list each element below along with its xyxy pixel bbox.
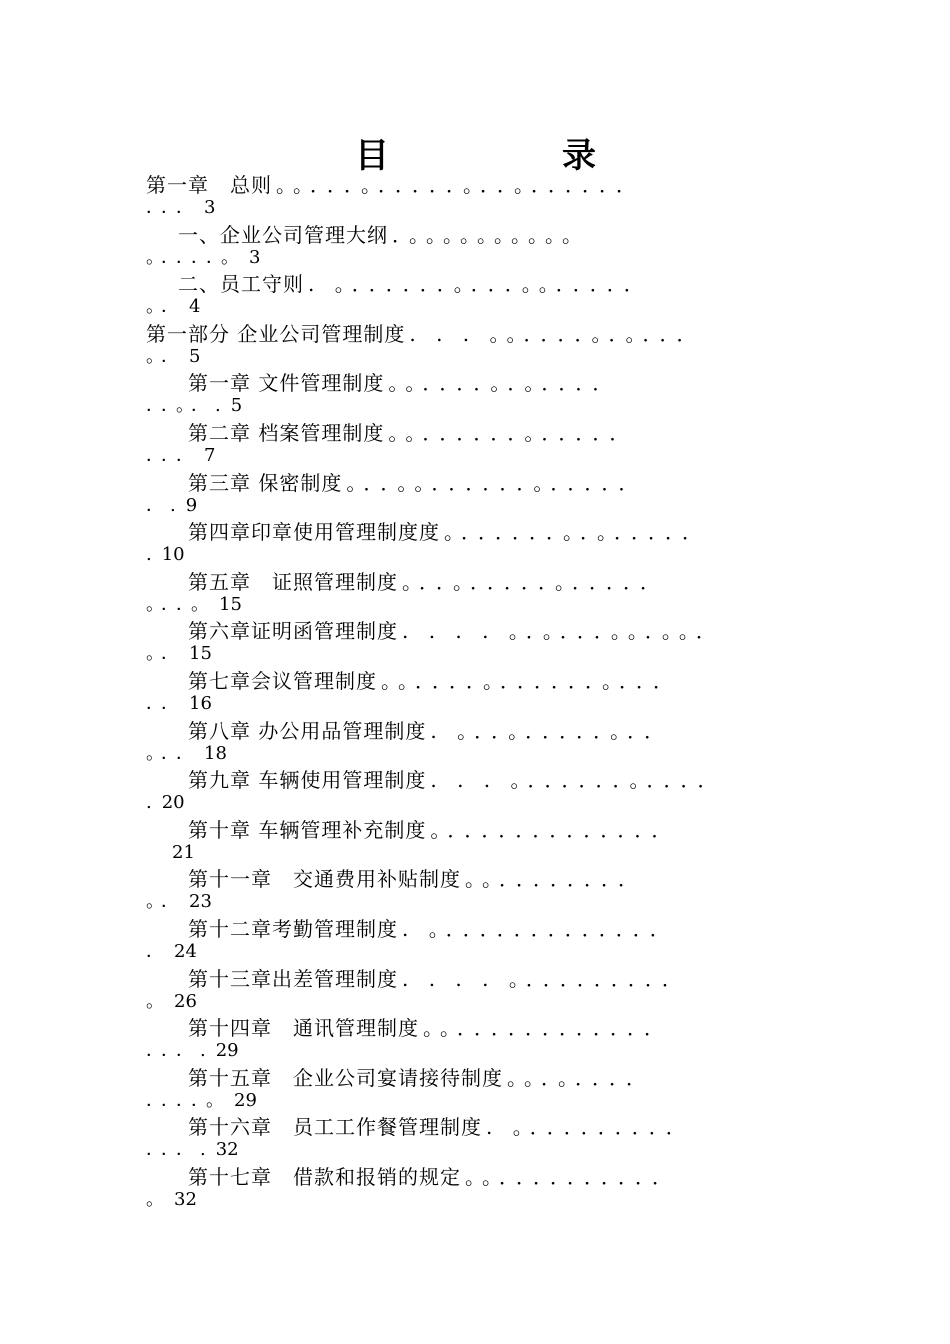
toc-entry[interactable] [146,618,826,668]
toc-page-number: 24 [174,940,197,962]
toc-page-number: 15 [189,643,212,665]
toc-entry[interactable] [146,370,826,420]
toc-entry-label: 第二章 档案管理制度 [188,420,385,445]
toc-entry[interactable] [146,222,826,272]
toc-page-number: 5 [189,345,201,367]
toc-leader-dots: 。。．．．．．．．．．．．． [423,1016,671,1041]
toc-entry-label: 第三章 保密制度 [188,470,343,495]
toc-entry-line [146,1065,826,1091]
toc-entry-line [146,569,826,595]
toc-entry-continuation [146,345,200,369]
toc-entry[interactable] [146,1015,826,1065]
toc-leader-dots: 。。．．．．。．。．．．． [388,371,620,396]
toc-entry-label: 第十一章 交通费用补贴制度 [188,867,461,892]
toc-leader-dots: 。。．．．．。．．．．．．。．．． [381,668,680,693]
toc-entry[interactable] [146,321,826,371]
toc-entry-continuation [146,791,185,815]
toc-entry-line [146,271,826,297]
table-of-contents [146,172,826,1213]
toc-leader-dots: 。。．．．．．．．． [465,867,645,892]
toc-leader-dots-continued: ．．．. [146,1040,212,1062]
toc-entry-continuation [146,742,227,766]
toc-leader-dots: ．。。。。。。。。。。 [392,222,589,247]
toc-leader-dots: 。。．．．．．．．．．． [465,1164,679,1189]
toc-entry-line [146,1015,826,1041]
toc-entry-line [146,321,826,347]
toc-entry[interactable] [146,966,826,1016]
toc-page-number: 26 [174,990,197,1012]
toc-leader-dots-continued: ．. [146,494,182,516]
toc-entry-line [146,1114,826,1140]
toc-page-number: 4 [189,296,201,318]
toc-entry-line [146,966,826,992]
toc-leader-dots-continued: ．．． [146,197,200,218]
toc-entry[interactable] [146,668,826,718]
toc-page-number: 32 [174,1188,197,1210]
toc-page-number: 3 [204,197,216,218]
toc-leader-dots-continued: 。．．．．。 [146,246,245,268]
toc-entry[interactable] [146,470,826,520]
toc-page-number: 23 [189,891,212,913]
toc-entry-line [146,420,826,446]
toc-entry-label: 第七章会议管理制度 [188,668,377,693]
toc-leader-dots-continued: ．．。．. [146,395,227,417]
toc-leader-dots: 。。．。．．．． [507,1065,653,1090]
toc-leader-dots: . 。．．．．．．．．．．．．． [402,916,677,941]
toc-entry-label: 第一章 总则 [146,173,272,197]
toc-leader-dots-continued: ． [146,940,170,962]
toc-entry-label: 第十六章 员工工作餐管理制度 [188,1115,482,1140]
toc-entry-line [146,767,826,793]
toc-entry-label: 第十二章考勤管理制度 [188,916,398,941]
toc-page-number: 16 [189,692,212,714]
toc-leader-dots: 。．．．．．．．．．．．．． [430,817,679,842]
toc-entry[interactable] [146,519,826,569]
toc-entry[interactable] [146,1065,826,1115]
toc-page-number: 5 [230,395,243,417]
toc-leader-dots-continued: . [146,544,158,566]
toc-entry-line [146,222,826,248]
toc-entry-line [146,817,826,843]
toc-entry-continuation [146,543,185,567]
toc-page-number: 7 [204,444,216,466]
toc-entry[interactable] [146,817,826,867]
toc-leader-dots: . . . . 。．．．．．．．．． [402,966,689,991]
toc-page-number: 9 [185,494,198,516]
toc-entry-label: 第一章 文件管理制度 [188,371,385,396]
toc-leader-dots: 。．．。。．．．．．．。．．．．． [346,470,646,495]
toc-entry-continuation [146,1039,239,1063]
toc-leader-dots-continued: 。． [146,643,185,665]
toc-entry-line [146,916,826,942]
toc-leader-dots-continued: . [146,792,158,814]
toc-leader-dots: 。。．．．。．．．．．。．．。．．．．．． [276,173,643,197]
toc-leader-dots-continued: ．． [146,692,185,714]
toc-leader-dots-continued: 。 [146,1188,170,1210]
toc-entry[interactable] [146,271,826,321]
toc-leader-dots-continued: 。 [146,990,170,1012]
toc-entry-label: 一、企业公司管理大纲 [178,222,388,247]
toc-leader-dots: . 。．．。．．．．．。．． [430,718,672,743]
toc-entry-continuation [146,692,212,716]
toc-page-number: 18 [204,742,227,764]
toc-leader-dots-continued: 。．． [146,742,200,764]
toc-entry-label: 第九章 车辆使用管理制度 [188,768,427,793]
toc-leader-dots: . . . 。。．．．．。．。．．． [409,321,704,346]
toc-leader-dots-continued: ．．．．。 [146,1089,230,1111]
toc-entry-continuation [146,593,242,617]
toc-page-number: 21 [172,841,195,863]
toc-leader-dots: . . . 。．．．．．．。．．．． [430,768,725,793]
toc-page-number: 15 [219,593,242,615]
toc-entry[interactable] [146,718,826,768]
toc-entry[interactable] [146,420,826,470]
toc-entry-continuation [146,940,197,964]
toc-leader-dots: . . . . 。．。．．．。。．。。． [402,619,723,644]
toc-page-number: 20 [161,792,185,814]
toc-entry-label: 第十四章 通讯管理制度 [188,1016,419,1041]
toc-entry-continuation [146,1188,197,1212]
toc-title-char-2: 录 [562,136,596,176]
toc-entry[interactable] [146,1114,826,1164]
toc-entry-continuation [146,990,197,1014]
toc-entry-label: 第十五章 企业公司宴请接待制度 [188,1065,503,1090]
toc-entry[interactable] [146,569,826,619]
toc-leader-dots: . 。．．．．．．。．．．。。．．．．． [308,272,651,297]
toc-entry-label: 第八章 办公用品管理制度 [188,718,427,743]
toc-title-char-1: 目 [355,136,389,176]
toc-entry-line [146,618,826,644]
toc-entry-continuation [146,494,197,518]
toc-leader-dots-continued: 。． [146,891,185,913]
toc-entry[interactable] [146,866,826,916]
toc-page-number: 29 [234,1089,257,1111]
toc-leader-dots-continued: 。． [146,345,185,367]
toc-entry-line [146,172,826,198]
toc-entry[interactable] [146,916,826,966]
toc-entry-line [146,370,826,396]
toc-entry-label: 第六章证明函管理制度 [188,619,398,644]
toc-leader-dots: 。。．．．．．．。．．．．． [388,420,637,445]
toc-title [0,128,950,176]
toc-entry-label: 第一部分 企业公司管理制度 [146,321,406,346]
toc-leader-dots-continued: ．．．. [146,1139,212,1161]
toc-leader-dots: 。．．。．．．．．。．．．．． [402,569,667,594]
toc-entry-continuation [146,841,195,865]
toc-entry-continuation [146,444,215,468]
toc-entry-continuation [146,394,242,418]
toc-entry[interactable] [146,172,826,222]
toc-entry-continuation [146,1089,257,1113]
toc-entry[interactable] [146,767,826,817]
toc-entry-label: 第十章 车辆管理补充制度 [188,817,427,842]
toc-leader-dots: . 。．．．．．．．．． [486,1115,693,1140]
toc-entry-continuation [146,295,200,319]
toc-page-number: 29 [215,1040,239,1062]
toc-leader-dots-continued: 。． [146,296,185,318]
toc-entry-continuation [146,890,212,914]
toc-page-number: 32 [215,1139,239,1161]
toc-entry-line [146,1164,826,1190]
toc-entry-line [146,668,826,694]
toc-entry-label: 第五章 证照管理制度 [188,569,398,594]
toc-entry-continuation [146,642,212,666]
toc-entry-line [146,866,826,892]
toc-page-number: 3 [249,246,261,268]
toc-entry-continuation [146,1138,239,1162]
toc-leader-dots: 。．．．．．．。．。．．．．． [444,520,709,545]
toc-entry[interactable] [146,1164,826,1214]
toc-entry-line [146,519,826,545]
toc-entry-label: 第十三章出差管理制度 [188,966,398,991]
toc-entry-label: 第十七章 借款和报销的规定 [188,1164,461,1189]
toc-page-number: 10 [161,544,185,566]
toc-entry-continuation [146,246,260,270]
toc-leader-dots-continued: 。．．。 [146,593,215,615]
toc-entry-label: 第四章印章使用管理制度度 [188,520,440,545]
toc-entry-label: 二、员工守则 [178,272,304,297]
toc-leader-dots-continued: ．．． [146,444,200,466]
toc-entry-continuation [146,196,215,220]
toc-entry-line [146,470,826,496]
toc-entry-line [146,718,826,744]
